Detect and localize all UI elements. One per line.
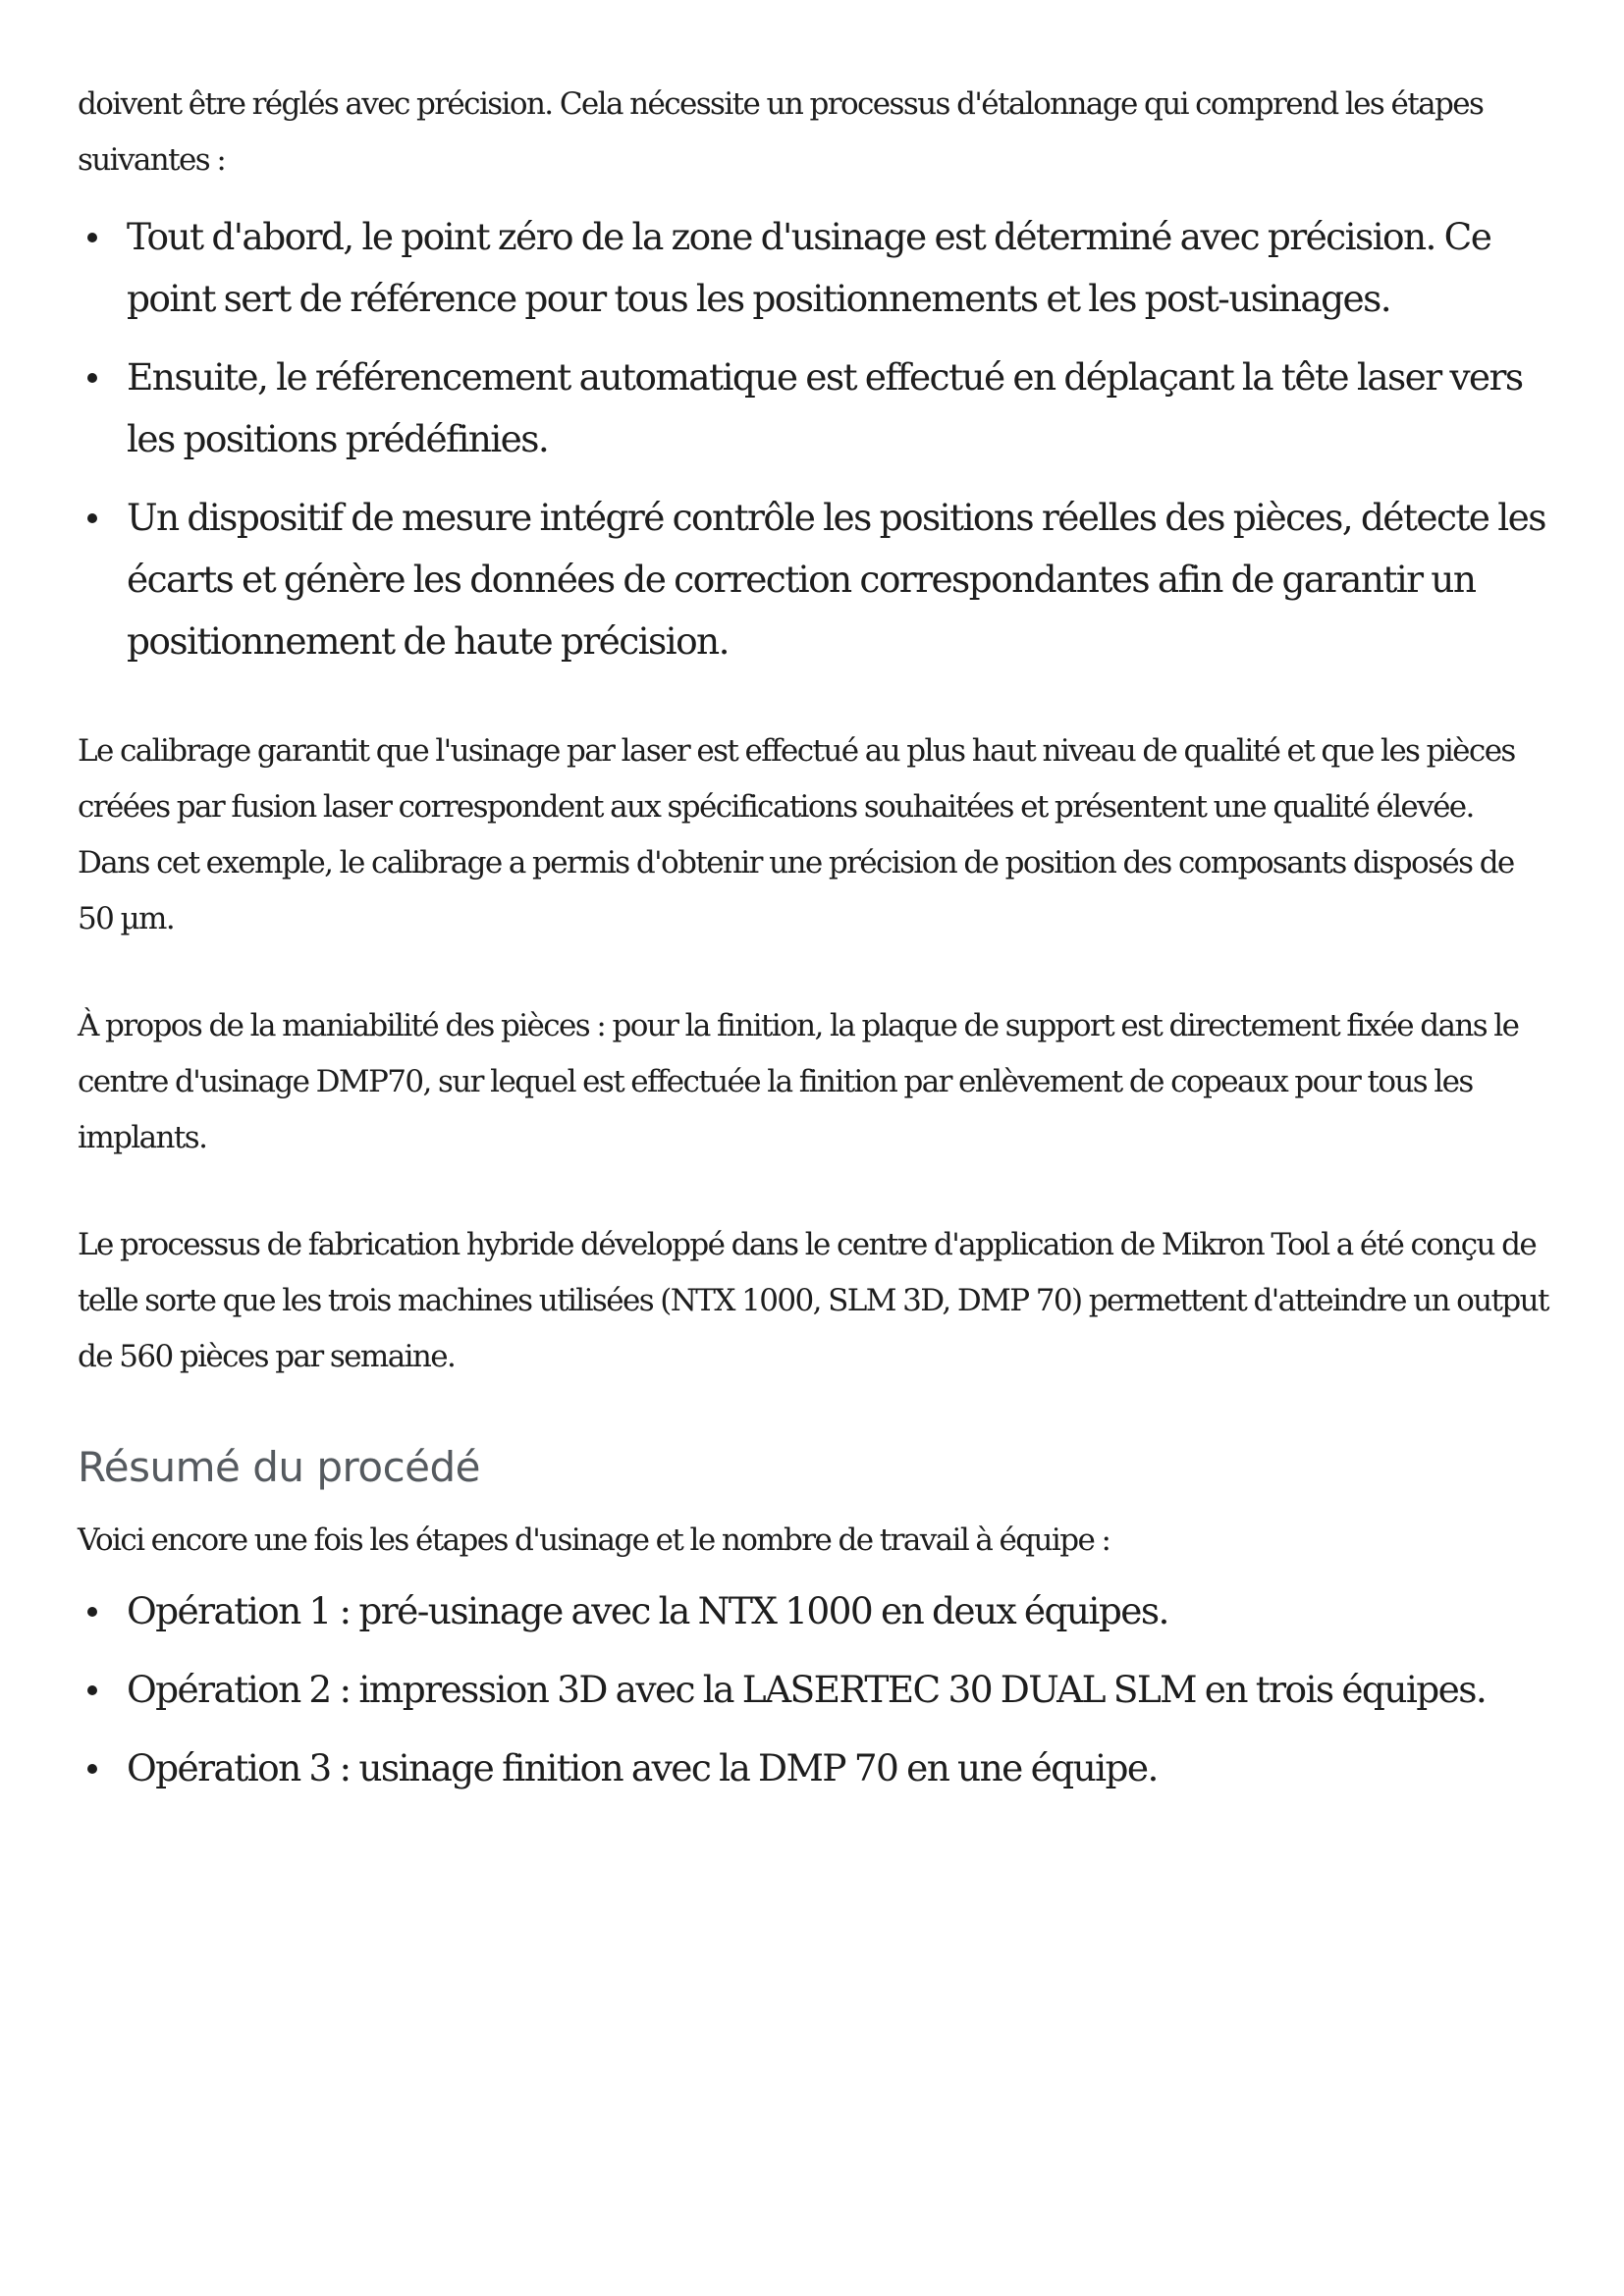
bullet-icon — [87, 233, 97, 242]
list-item — [78, 1580, 1550, 1642]
handling-paragraph: À propos de la maniabilité des pièces : pour la finition, la plaque de support est directement fixée dans le centre d'usinage DMP70, sur lequel est effectuée la finition par enlèvement de copeaux pour tous les implants. — [78, 1008, 1519, 1155]
calibration-step-text: Tout d'abord, le point zéro de la zone d'usinage est déterminé avec précision. Ce point sert de référence pour tous les positionnements et les post-usinages. — [127, 215, 1491, 320]
document-content — [78, 77, 1550, 1816]
intro-paragraph: doivent être réglés avec précision. Cela nécessite un processus d'étalonnage qui comprend les étapes suivantes : — [78, 86, 1484, 178]
calibration-step-text: Un dispositif de mesure intégré contrôle les positions réelles des pièces, détecte les écarts et génère les données de correction correspondantes afin de garantir un positionnement de haute précision. — [127, 496, 1545, 663]
summary-lead: Voici encore une fois les étapes d'usinage et le nombre de travail à équipe : — [78, 1522, 1110, 1558]
process-paragraph: Le processus de fabrication hybride développé dans le centre d'application de Mikron Tool a été conçu de telle sorte que les trois machines utilisées (NTX 1000, SLM 3D, DMP 70) permettent d'atteindre un output de 560 pièces par semaine. — [78, 1227, 1548, 1374]
operations-list — [78, 1580, 1550, 1799]
calibration-steps-list — [78, 206, 1550, 672]
bullet-icon — [87, 1685, 97, 1695]
list-item — [78, 487, 1550, 672]
calibration-step-text: Ensuite, le référencement automatique est effectué en déplaçant la tête laser vers les positions prédéfinies. — [127, 355, 1523, 460]
section-heading: Résumé du procédé — [78, 1443, 481, 1491]
bullet-icon — [87, 373, 97, 383]
calibration-paragraph: Le calibrage garantit que l'usinage par laser est effectué au plus haut niveau de qualité et que les pièces créées par fusion laser correspondent aux spécifications souhaitées et présentent une qualité élevée. Dans cet exemple, le calibrage a permis d'obtenir une précision de position des composants disposés de 50 µm. — [78, 733, 1515, 936]
list-item — [78, 1737, 1550, 1799]
operation-text: Opération 3 : usinage finition avec la DMP 70 en une équipe. — [127, 1746, 1158, 1789]
operation-text: Opération 1 : pré-usinage avec la NTX 1000 en deux équipes. — [127, 1589, 1168, 1632]
list-item — [78, 347, 1550, 470]
operation-text: Opération 2 : impression 3D avec la LASERTEC 30 DUAL SLM en trois équipes. — [127, 1668, 1487, 1711]
list-item — [78, 206, 1550, 330]
bullet-icon — [87, 1607, 97, 1617]
bullet-icon — [87, 1764, 97, 1774]
list-item — [78, 1659, 1550, 1721]
bullet-icon — [87, 513, 97, 523]
